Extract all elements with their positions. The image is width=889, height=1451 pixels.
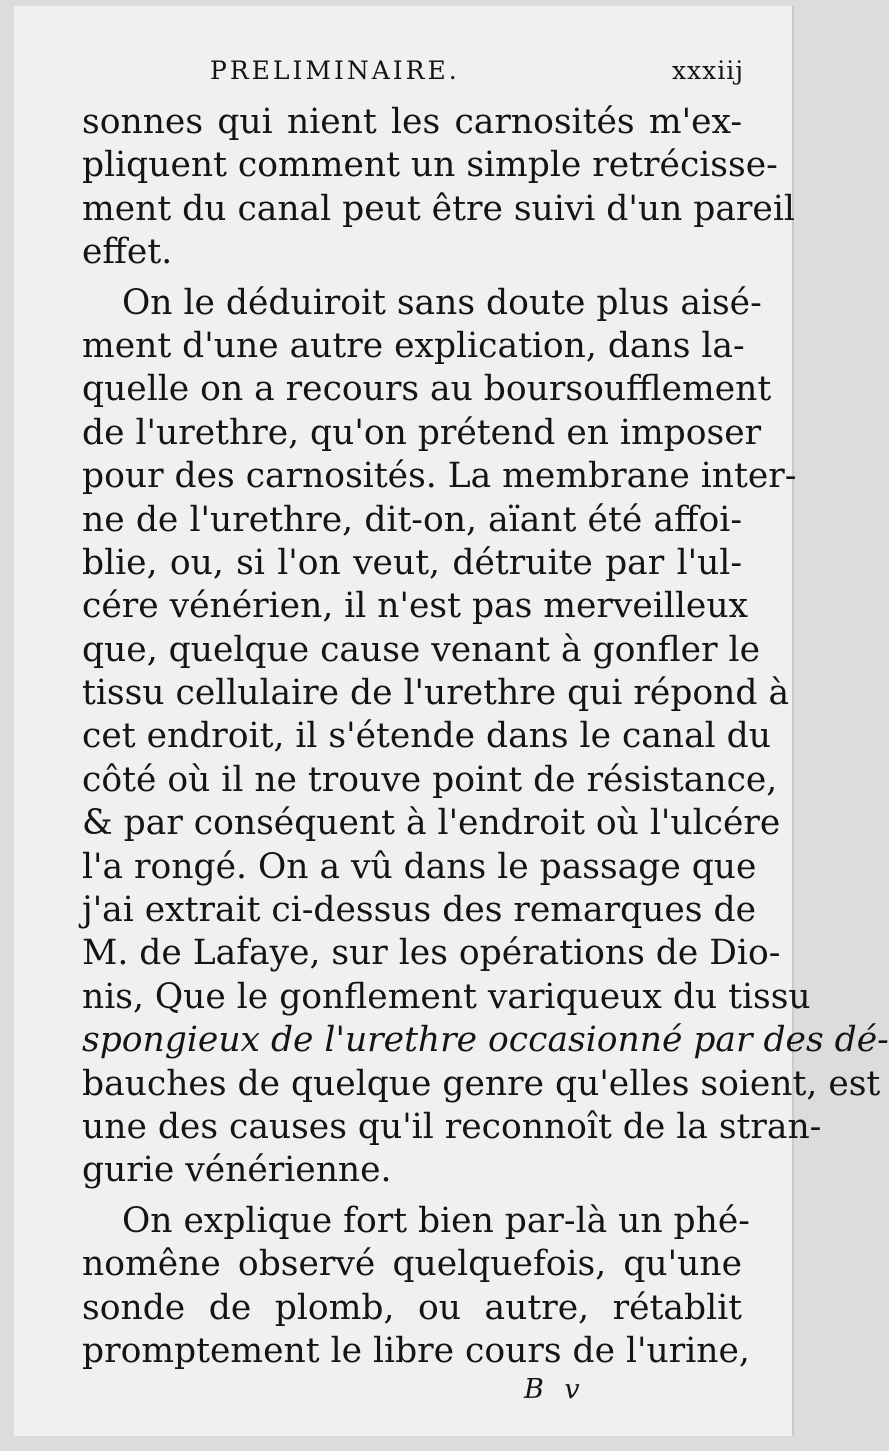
- text-line: On le déduiroit sans doute plus aisé-: [122, 282, 762, 323]
- book-page: [14, 6, 889, 1436]
- signature-mark: B v: [524, 1374, 586, 1405]
- text-line: spongieux de l'urethre occasionné par des dé-: [82, 1020, 889, 1061]
- text-line: une des causes qu'il reconnoît de la stran-: [82, 1106, 822, 1147]
- text-line: On explique fort bien par-là un phé-: [122, 1200, 750, 1241]
- text-line: côté où il ne trouve point de résistance,: [82, 759, 778, 800]
- text-line: l'a rongé. On a vû dans le passage que: [82, 846, 757, 887]
- text-line: effet.: [82, 232, 173, 273]
- text-line: promptement le libre cours de l'urine,: [82, 1330, 750, 1371]
- running-title: PRELIMINAIRE.: [210, 56, 460, 85]
- text-line: ne de l'urethre, dit-on, aïant été affoi-: [82, 499, 742, 540]
- text-line: M. de Lafaye, sur les opérations de Dio-: [82, 933, 781, 974]
- body-text: [82, 101, 889, 1373]
- running-head: [94, 56, 744, 100]
- text-line: gurie vénérienne.: [82, 1150, 392, 1191]
- text-line: de l'urethre, qu'on prétend en imposer: [82, 412, 762, 453]
- text-line: ment d'une autre explication, dans la-: [82, 325, 745, 366]
- text-line: nomêne observé quelquefois, qu'une: [82, 1244, 742, 1285]
- text-line: que, quelque cause venant à gonfler le: [82, 629, 760, 670]
- text-line: pour des carnosités. La membrane inter-: [82, 456, 797, 497]
- text-line: pliquent comment un simple retrécisse-: [82, 145, 778, 186]
- text-line: sonnes qui nient les carnosités m'ex-: [82, 102, 742, 142]
- text-line: bauches de quelque genre qu'elles soient, est: [82, 1063, 881, 1104]
- text-line: & par conséquent à l'endroit où l'ulcére: [82, 803, 781, 844]
- text-line: quelle on a recours au boursoufflement: [82, 369, 772, 410]
- text-line: cére vénérien, il n'est pas merveilleux: [82, 586, 748, 627]
- text-line: tissu cellulaire de l'urethre qui répond à: [82, 673, 790, 714]
- text-line: j'ai extrait ci-dessus des remarques de: [82, 890, 756, 931]
- text-line: blie, ou, si l'on veut, détruite par l'ul-: [82, 542, 742, 583]
- text-line: nis, Que le gonflement variqueux du tissu: [82, 976, 811, 1017]
- text-line: cet endroit, il s'étende dans le canal du: [82, 716, 771, 757]
- text-line: ment du canal peut être suivi d'un pareil: [82, 188, 795, 229]
- text-line: sonde de plomb, ou autre, rétablit: [82, 1287, 742, 1328]
- page-number: xxxiij: [671, 56, 744, 85]
